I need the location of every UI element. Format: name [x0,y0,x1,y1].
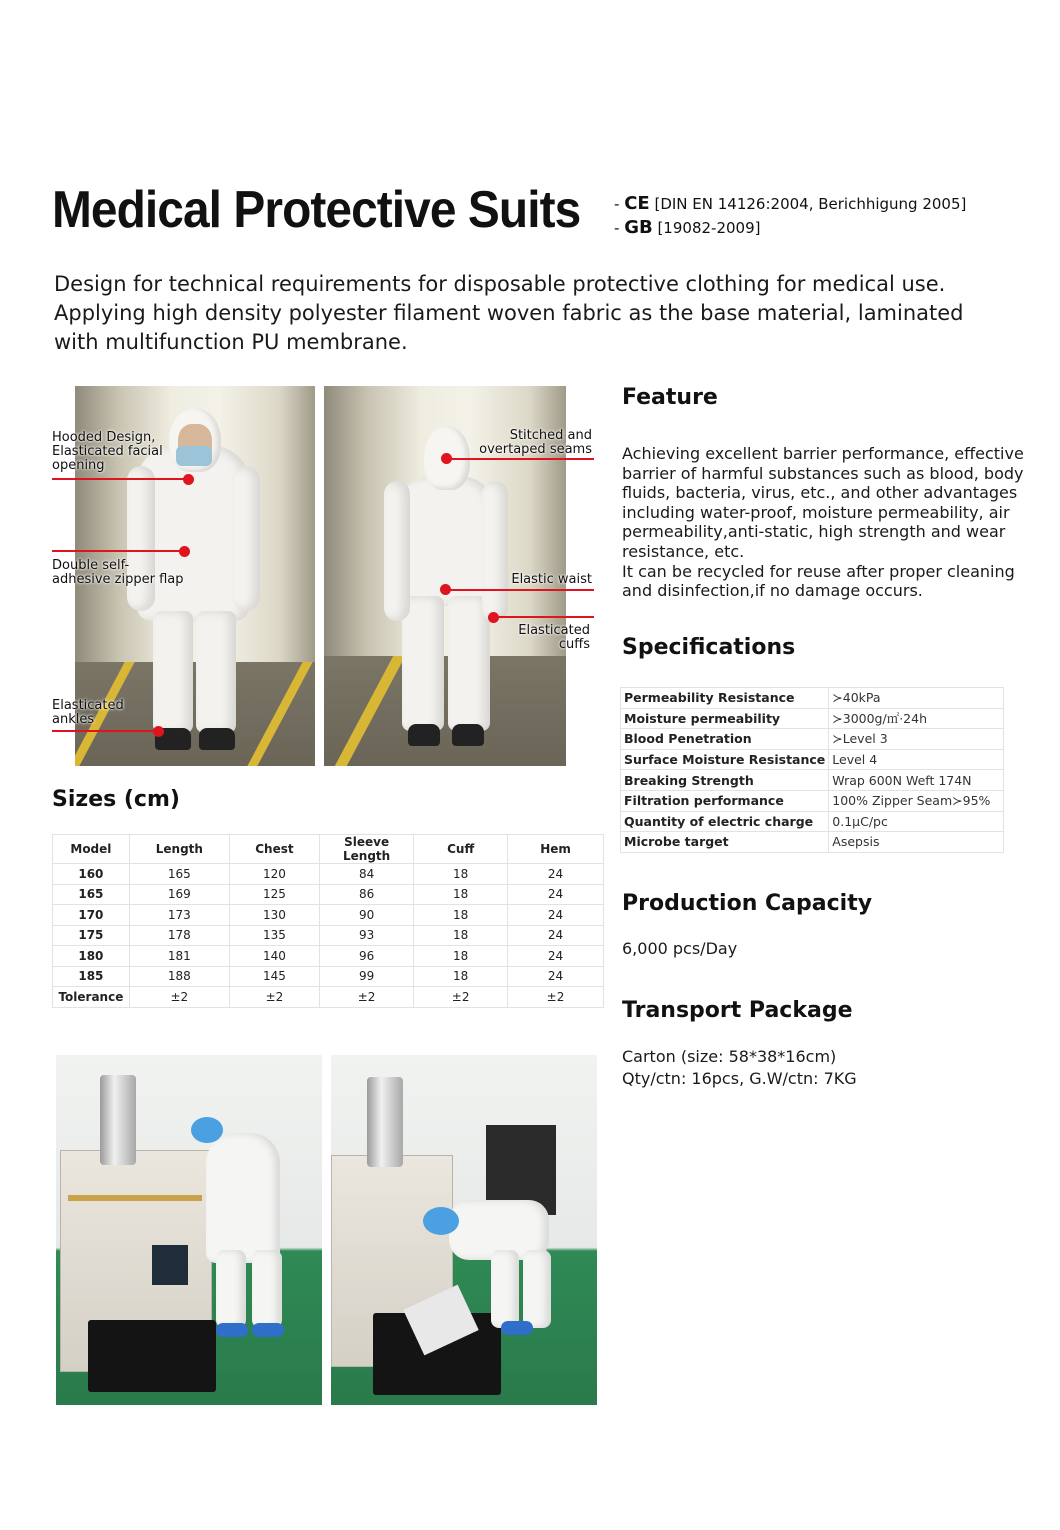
table-row [621,708,1004,729]
table-cell: 96 [320,946,414,967]
standard-code: GB [624,217,653,238]
spec-name: Permeability Resistance [621,688,829,709]
table-cell: 24 [508,966,604,987]
spec-name: Moisture permeability [621,708,829,729]
table-cell: 18 [414,966,508,987]
table-row [621,749,1004,770]
table-row [621,770,1004,791]
standard-prefix: - [614,195,625,213]
callout-stitched-seams: Stitched and overtaped seams [479,428,592,457]
table-row [53,925,604,946]
table-cell: 170 [53,905,130,926]
table-cell: 18 [414,946,508,967]
table-cell: 145 [229,966,319,987]
callout-marker [153,726,164,737]
spec-value: Wrap 600N Weft 174N [829,770,1004,791]
table-row [53,905,604,926]
sizes-table [52,834,604,1008]
table-cell: ±2 [320,987,414,1008]
table-cell: 24 [508,946,604,967]
spec-name: Quantity of electric charge [621,811,829,832]
spec-value: Level 4 [829,749,1004,770]
table-cell: ±2 [508,987,604,1008]
table-row [53,966,604,987]
spec-value: ≻3000g/㎡·24h [829,708,1004,729]
table-cell: 169 [129,884,229,905]
table-row [621,832,1004,853]
table-row [53,946,604,967]
callout-elastic-waist: Elastic waist [511,572,592,587]
page-title: Medical Protective Suits [52,181,581,239]
transport-line-qty: Qty/ctn: 16pcs, G.W/ctn: 7KG [622,1069,857,1088]
factory-photo-boxing [331,1055,597,1405]
table-cell: 18 [414,925,508,946]
table-cell: 165 [53,884,130,905]
spec-value: Asepsis [829,832,1004,853]
table-cell: 24 [508,905,604,926]
table-cell: 160 [53,864,130,885]
table-cell: 24 [508,925,604,946]
table-cell: ±2 [414,987,508,1008]
table-header-row [53,835,604,864]
spec-name: Filtration performance [621,790,829,811]
table-cell: 175 [53,925,130,946]
table-cell: 18 [414,864,508,885]
table-row [53,884,604,905]
table-cell: Tolerance [53,987,130,1008]
table-cell: 24 [508,864,604,885]
specifications-table [620,687,1004,853]
feature-text: Achieving excellent barrier performance, effective barrier of harmful substances such as blood, body fluids, bacteria, virus, etc., and other advantages including water-proof, moisture permeability, air permeability,anti-static, high strength and wear resistance, etc. It can be recycled for reuse after proper cleaning and disinfection,if no damage occurs. [622,444,1024,601]
table-cell: 178 [129,925,229,946]
spec-value: 0.1μC/pc [829,811,1004,832]
table-row [53,864,604,885]
table-cell: 84 [320,864,414,885]
callout-marker [179,546,190,557]
table-cell: 93 [320,925,414,946]
standard-prefix: - [614,219,625,237]
factory-photo-packing [56,1055,322,1405]
spec-name: Surface Moisture Resistance [621,749,829,770]
callout-line [494,616,594,618]
callout-line [446,458,594,460]
standards-list [614,192,966,240]
table-cell: 120 [229,864,319,885]
table-cell: 99 [320,966,414,987]
column-header: Model [53,835,130,864]
spec-name: Microbe target [621,832,829,853]
table-cell: 180 [53,946,130,967]
callout-marker [183,474,194,485]
table-cell: 140 [229,946,319,967]
sizes-heading: Sizes (cm) [52,787,180,812]
callout-elasticated-ankles: Elasticated ankles [52,698,124,727]
table-cell: ±2 [229,987,319,1008]
table-cell: 185 [53,966,130,987]
column-header: Chest [229,835,319,864]
callout-line [52,550,184,552]
production-text: 6,000 pcs/Day [622,939,738,958]
column-header: Sleeve Length [320,835,414,864]
callout-marker [488,612,499,623]
table-row [621,688,1004,709]
callout-line [52,478,188,480]
callout-line [52,730,158,732]
column-header: Length [129,835,229,864]
table-cell: ±2 [129,987,229,1008]
spec-value: ≻40kPa [829,688,1004,709]
table-row [621,729,1004,750]
standard-detail: [19082-2009] [652,219,761,237]
production-heading: Production Capacity [622,891,873,916]
standard-detail: [DIN EN 14126:2004, Berichhigung 2005] [649,195,967,213]
callout-zipper-flap: Double self- adhesive zipper flap [52,558,184,587]
column-header: Hem [508,835,604,864]
table-row [621,811,1004,832]
table-row [621,790,1004,811]
spec-value: ≻Level 3 [829,729,1004,750]
table-cell: 86 [320,884,414,905]
table-cell: 173 [129,905,229,926]
table-cell: 90 [320,905,414,926]
spec-value: 100% Zipper Seam≻95% [829,790,1004,811]
feature-heading: Feature [622,385,718,410]
standard-code: CE [624,193,650,214]
table-cell: 188 [129,966,229,987]
callout-line [446,589,594,591]
table-cell: 18 [414,905,508,926]
transport-heading: Transport Package [622,998,853,1023]
table-cell: 130 [229,905,319,926]
spec-name: Breaking Strength [621,770,829,791]
callout-marker [441,453,452,464]
callout-hooded-design: Hooded Design, Elasticated facial opening [52,430,163,473]
column-header: Cuff [414,835,508,864]
table-cell: 165 [129,864,229,885]
transport-line-carton: Carton (size: 58*38*16cm) [622,1047,837,1066]
table-cell: 125 [229,884,319,905]
callout-marker [440,584,451,595]
table-row [53,987,604,1008]
callout-elasticated-cuffs: Elasticated cuffs [518,623,590,652]
intro-paragraph: Design for technical requirements for disposable protective clothing for medical use. Applying high density polyester filament woven fabric as the base material, laminated with multifunction PU membrane. [54,272,964,354]
table-cell: 181 [129,946,229,967]
spec-name: Blood Penetration [621,729,829,750]
specifications-heading: Specifications [622,635,796,660]
table-cell: 24 [508,884,604,905]
standard-gb [614,216,966,240]
table-cell: 135 [229,925,319,946]
table-cell: 18 [414,884,508,905]
standard-ce [614,192,966,216]
